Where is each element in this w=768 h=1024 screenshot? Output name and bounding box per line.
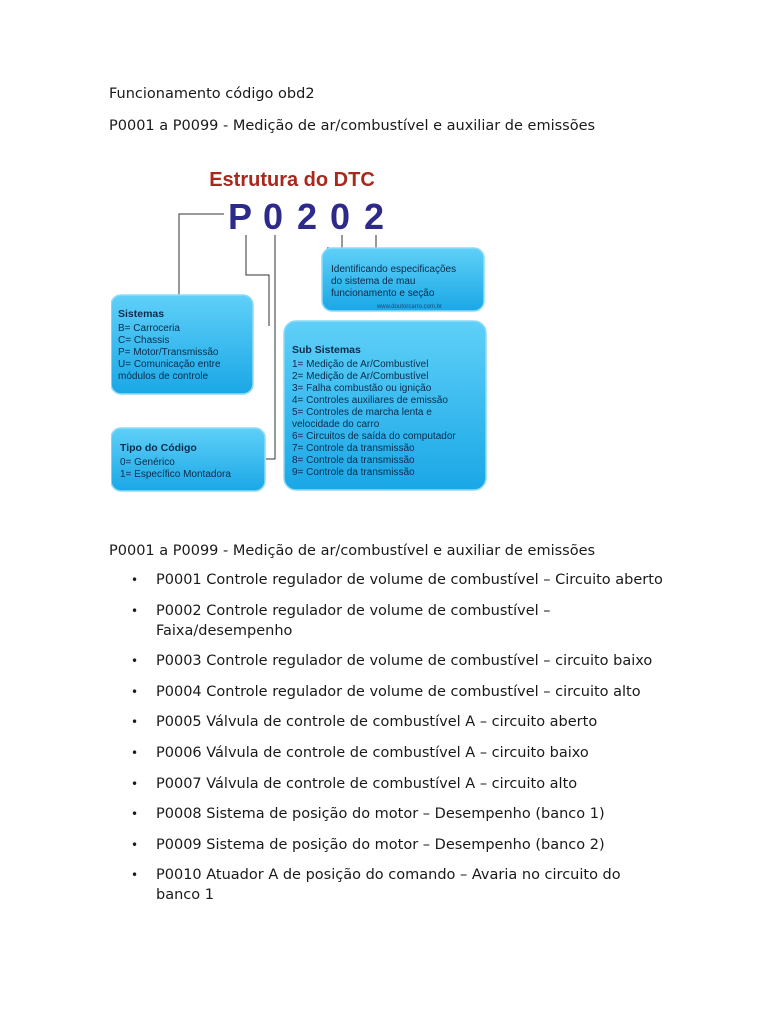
list-item [109,865,669,905]
identify-box [322,248,484,311]
sub-sistemas-line: velocidade do carro [292,419,380,430]
list-item-text: P0001 Controle regulador de volume de combustível – Circuito aberto [156,572,663,588]
tipo-codigo-line: 0= Genérico [120,457,175,468]
identify-line: Identificando especificações [331,264,457,275]
sub-sistemas-line: 7= Controle da transmissão [292,443,415,454]
sub-sistemas-line: 8= Controle da transmissão [292,455,415,466]
sistemas-line: C= Chassis [118,335,170,346]
sistemas-box [111,295,253,394]
bullet-icon: • [131,603,139,618]
sistemas-line: módulos de controle [118,371,209,382]
list-item [109,804,669,824]
sub-sistemas-line: 5= Controles de marcha lenta e [292,407,432,418]
sistemas-line: U= Comunicação entre [118,359,221,370]
bullet-icon: • [131,654,139,669]
tipo-codigo-box [111,428,265,491]
list-item [109,743,669,763]
list-item-text: P0009 Sistema de posição do motor – Desempenho (banco 2) [156,836,605,853]
dtc-structure-figure [111,162,519,532]
sub-sistemas-line: 1= Medição de Ar/Combustível [292,359,429,370]
list-item-text: P0007 Válvula de controle de combustível A – circuito alto [156,775,578,792]
sub-sistemas-line: 3= Falha combustão ou ignição [292,383,432,394]
sub-sistemas-line: 9= Controle da transmissão [292,467,415,478]
sub-sistemas-line: 4= Controles auxiliares de emissão [292,395,448,406]
bullet-icon: • [131,573,139,587]
sistemas-line: P= Motor/Transmissão [118,347,219,358]
bullet-icon: • [131,807,139,822]
tipo-codigo-title: Tipo do Código [120,442,197,454]
sub-sistemas-title: Sub Sistemas [292,344,361,356]
figure-title: Estrutura do DTC [209,169,375,191]
list-item [109,601,669,641]
bullet-icon: • [131,837,139,852]
identify-line: funcionamento e seção [331,288,435,299]
section-heading: P0001 a P0099 - Medição de ar/combustível e auxiliar de emissões [109,118,596,134]
dtc-code-char: 0 [330,196,351,237]
bullet-icon: • [131,868,139,883]
list-item [109,712,669,732]
bullet-icon: • [131,715,139,730]
list-item-text: P0010 Atuador A de posição do comando – Avaria no circuito do banco 1 [156,867,621,904]
list-item [109,651,669,671]
bullet-icon: • [131,684,139,699]
sub-sistemas-line: 6= Circuitos de saída do computador [292,431,456,442]
sistemas-title: Sistemas [118,308,165,320]
list-item-text: P0003 Controle regulador de volume de combustível – circuito baixo [156,653,653,670]
sub-sistemas-line: 2= Medição de Ar/Combustível [292,371,429,382]
list-item [109,774,669,794]
identify-line: do sistema de mau [331,276,416,287]
list-item-text: P0006 Válvula de controle de combustível A – circuito baixo [156,744,589,761]
document-title: Funcionamento código obd2 [109,86,315,102]
list-item-text: P0008 Sistema de posição do motor – Desempenho (banco 1) [156,806,605,823]
list-item [109,682,669,702]
list-item-text: P0005 Válvula de controle de combustível A – circuito aberto [156,714,598,731]
list-item [109,570,669,590]
sistemas-line: B= Carroceria [118,323,180,334]
section-heading: P0001 a P0099 - Medição de ar/combustível e auxiliar de emissões [109,543,596,559]
bullet-icon: • [131,776,139,791]
list-item [109,835,669,855]
dtc-diagram [111,162,519,532]
list-item-text: P0002 Controle regulador de volume de combustível – Faixa/desempenho [156,602,551,639]
dtc-code-char: 2 [297,196,318,237]
bullet-icon: • [131,745,139,760]
dtc-code [228,196,384,237]
dtc-code-char: 2 [364,196,385,237]
dtc-code-char: 0 [263,196,284,237]
sub-sistemas-box [284,321,486,490]
dtc-code-char: P [228,196,253,237]
list-item-text: P0004 Controle regulador de volume de combustível – circuito alto [156,683,641,700]
code-list [109,570,669,916]
tipo-codigo-line: 1= Específico Montadora [120,469,231,480]
watermark-text: www.doutorcarro.com.br [376,304,442,310]
